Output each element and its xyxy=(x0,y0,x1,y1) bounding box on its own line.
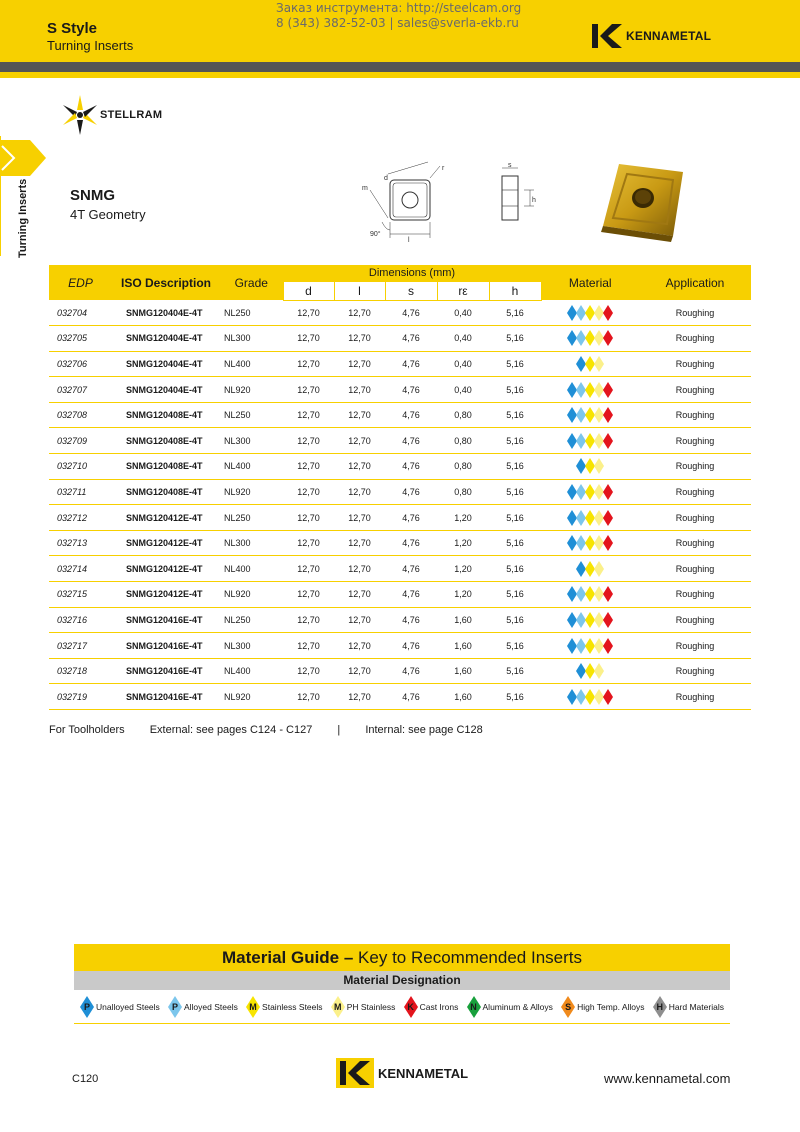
cell-s: 4,76 xyxy=(385,351,437,377)
material-designation-header: Material Designation xyxy=(74,971,730,990)
cell-iso: SNMG120412E-4T xyxy=(112,505,220,531)
material-letter: M xyxy=(249,1001,257,1012)
material-legend-item xyxy=(653,996,724,1018)
table-row xyxy=(49,454,751,480)
cell-s: 4,76 xyxy=(385,582,437,608)
cell-material xyxy=(541,377,639,403)
table-row xyxy=(49,633,751,659)
cell-s: 4,76 xyxy=(385,658,437,684)
cell-s: 4,76 xyxy=(385,377,437,403)
kennametal-k-icon xyxy=(592,24,622,48)
side-tab-label: Turning Inserts xyxy=(17,178,29,258)
cell-d: 12,70 xyxy=(283,582,334,608)
cell-grade: NL920 xyxy=(220,377,283,403)
cell-l: 12,70 xyxy=(334,658,385,684)
material-diamond-icon xyxy=(594,356,604,372)
cell-grade: NL920 xyxy=(220,582,283,608)
cell-l: 12,70 xyxy=(334,300,385,326)
cell-h: 5,16 xyxy=(489,684,541,710)
material-label: Hard Materials xyxy=(668,1001,724,1012)
cell-s: 4,76 xyxy=(385,556,437,582)
cell-iso: SNMG120404E-4T xyxy=(112,377,220,403)
footer-kennametal-text: KENNAMETAL xyxy=(378,1065,469,1081)
cell-h: 5,16 xyxy=(489,530,541,556)
cell-iso: SNMG120416E-4T xyxy=(112,607,220,633)
table-row xyxy=(49,428,751,454)
cell-edp: 032709 xyxy=(49,428,112,454)
col-header-edp: EDP xyxy=(49,265,112,300)
header-bar xyxy=(0,0,800,62)
cell-s: 4,76 xyxy=(385,505,437,531)
material-diamond-icon xyxy=(603,689,613,705)
cell-application: Roughing xyxy=(639,607,751,633)
material-diamond-icon xyxy=(603,305,613,321)
cell-h: 5,16 xyxy=(489,377,541,403)
material-letter: M xyxy=(333,1001,342,1012)
material-legend-item xyxy=(467,996,553,1018)
cell-edp: 032719 xyxy=(49,684,112,710)
cell-grade: NL250 xyxy=(220,505,283,531)
cell-s: 4,76 xyxy=(385,402,437,428)
material-letter: P xyxy=(171,1001,178,1012)
cell-material xyxy=(541,530,639,556)
material-legend-item xyxy=(404,996,459,1018)
cell-d: 12,70 xyxy=(283,479,334,505)
cell-edp: 032712 xyxy=(49,505,112,531)
cell-iso: SNMG120412E-4T xyxy=(112,530,220,556)
material-diamond-icon xyxy=(561,996,575,1018)
table-row xyxy=(49,300,751,326)
col-header-grade: Grade xyxy=(220,265,283,300)
col-header-s: s xyxy=(385,281,437,300)
cell-re: 1,60 xyxy=(437,658,489,684)
stellram-star-icon xyxy=(62,93,98,137)
cell-re: 1,20 xyxy=(437,582,489,608)
material-diamond-icon xyxy=(594,561,604,577)
footnote-external[interactable]: External: see pages C124 - C127 xyxy=(149,724,313,736)
cell-application: Roughing xyxy=(639,556,751,582)
cell-material xyxy=(541,633,639,659)
material-legend-item xyxy=(246,996,322,1018)
cell-grade: NL300 xyxy=(220,633,283,659)
cell-l: 12,70 xyxy=(334,556,385,582)
cell-d: 12,70 xyxy=(283,684,334,710)
material-diamond-icon xyxy=(594,458,604,474)
cell-re: 1,60 xyxy=(437,607,489,633)
diagram-label-l: l xyxy=(408,237,410,244)
table-row xyxy=(49,326,751,352)
cell-edp: 032707 xyxy=(49,377,112,403)
contact-info-line[interactable]: 8 (343) 382-52-03 | sales@sverla-ekb.ru xyxy=(276,16,519,30)
footnote-internal[interactable]: Internal: see page C128 xyxy=(365,724,483,736)
cell-s: 4,76 xyxy=(385,300,437,326)
insert-top-view-diagram xyxy=(358,160,448,244)
cell-re: 0,80 xyxy=(437,479,489,505)
order-info-line[interactable]: Заказ инструмента: http://steelcam.org xyxy=(276,1,522,15)
material-letter: H xyxy=(656,1001,663,1012)
cell-grade: NL400 xyxy=(220,658,283,684)
cell-h: 5,16 xyxy=(489,556,541,582)
cell-edp: 032705 xyxy=(49,326,112,352)
material-label: Alloyed Steels xyxy=(183,1001,238,1012)
cell-iso: SNMG120408E-4T xyxy=(112,402,220,428)
diagram-label-m: m xyxy=(362,185,368,192)
cell-grade: NL250 xyxy=(220,300,283,326)
cell-l: 12,70 xyxy=(334,684,385,710)
footer-kennametal-logo xyxy=(336,1058,468,1088)
cell-material xyxy=(541,402,639,428)
table-row xyxy=(49,402,751,428)
cell-re: 1,20 xyxy=(437,530,489,556)
cell-grade: NL250 xyxy=(220,607,283,633)
cell-application: Roughing xyxy=(639,633,751,659)
material-diamond-icon xyxy=(603,586,613,602)
material-legend-item xyxy=(331,996,396,1018)
stellram-logo-text: STELLRAM xyxy=(100,109,163,121)
table-row xyxy=(49,377,751,403)
material-legend-item xyxy=(561,996,644,1018)
cell-grade: NL300 xyxy=(220,326,283,352)
material-guide-title xyxy=(74,944,730,971)
cell-edp: 032706 xyxy=(49,351,112,377)
diagram-label-angle: 90° xyxy=(370,231,381,238)
material-letter: S xyxy=(565,1001,572,1012)
cell-application: Roughing xyxy=(639,428,751,454)
col-header-l: l xyxy=(334,281,385,300)
cell-h: 5,16 xyxy=(489,582,541,608)
material-diamond-icon xyxy=(594,663,604,679)
material-diamond-icon xyxy=(404,996,418,1018)
footer-kennametal-k-icon xyxy=(336,1058,374,1088)
material-diamond-icon xyxy=(168,996,182,1018)
cell-h: 5,16 xyxy=(489,402,541,428)
cell-d: 12,70 xyxy=(283,351,334,377)
cell-d: 12,70 xyxy=(283,300,334,326)
cell-application: Roughing xyxy=(639,479,751,505)
cell-l: 12,70 xyxy=(334,505,385,531)
cell-s: 4,76 xyxy=(385,479,437,505)
kennametal-logo-text: KENNAMETAL xyxy=(626,29,712,43)
cell-iso: SNMG120408E-4T xyxy=(112,454,220,480)
footnote-label: For Toolholders xyxy=(49,724,125,736)
cell-material xyxy=(541,428,639,454)
cell-edp: 032704 xyxy=(49,300,112,326)
col-header-h: h xyxy=(489,281,541,300)
cell-grade: NL400 xyxy=(220,351,283,377)
material-diamond-icon xyxy=(603,535,613,551)
table-row xyxy=(49,530,751,556)
table-row xyxy=(49,684,751,710)
footnote-separator: | xyxy=(337,724,341,736)
cell-re: 0,40 xyxy=(437,351,489,377)
cell-d: 12,70 xyxy=(283,633,334,659)
cell-material xyxy=(541,479,639,505)
cell-d: 12,70 xyxy=(283,326,334,352)
cell-h: 5,16 xyxy=(489,505,541,531)
cell-edp: 032714 xyxy=(49,556,112,582)
cell-application: Roughing xyxy=(639,530,751,556)
table-row xyxy=(49,351,751,377)
cell-edp: 032715 xyxy=(49,582,112,608)
material-legend xyxy=(74,990,730,1024)
material-label: Unalloyed Steels xyxy=(96,1001,160,1012)
material-diamond-icon xyxy=(603,382,613,398)
cell-re: 0,80 xyxy=(437,454,489,480)
cell-h: 5,16 xyxy=(489,658,541,684)
cell-material xyxy=(541,326,639,352)
material-diamond-icon xyxy=(603,638,613,654)
cell-application: Roughing xyxy=(639,351,751,377)
cell-re: 0,80 xyxy=(437,402,489,428)
cell-application: Roughing xyxy=(639,300,751,326)
cell-s: 4,76 xyxy=(385,428,437,454)
cell-re: 1,20 xyxy=(437,505,489,531)
cell-grade: NL920 xyxy=(220,479,283,505)
col-header-dimensions: Dimensions (mm) xyxy=(283,265,541,281)
cell-d: 12,70 xyxy=(283,454,334,480)
kennametal-logo xyxy=(592,22,711,50)
cell-d: 12,70 xyxy=(283,505,334,531)
material-diamond-icon xyxy=(246,996,260,1018)
diagram-label-d: d xyxy=(384,175,388,182)
material-diamond-icon xyxy=(653,996,667,1018)
material-diamond-icon xyxy=(603,510,613,526)
product-geometry: 4T Geometry xyxy=(70,207,146,222)
toolholder-footnote xyxy=(49,724,505,736)
cell-s: 4,76 xyxy=(385,607,437,633)
cell-d: 12,70 xyxy=(283,556,334,582)
cell-d: 12,70 xyxy=(283,377,334,403)
material-diamond-icon xyxy=(603,330,613,346)
col-header-application: Application xyxy=(639,265,751,300)
cell-application: Roughing xyxy=(639,377,751,403)
cell-h: 5,16 xyxy=(489,607,541,633)
material-legend-item xyxy=(168,996,238,1018)
insert-side-view-diagram xyxy=(494,160,548,224)
table-row xyxy=(49,479,751,505)
cell-grade: NL300 xyxy=(220,428,283,454)
material-guide-title-rest: Key to Recommended Inserts xyxy=(353,948,582,967)
material-label: PH Stainless xyxy=(346,1001,396,1012)
cell-l: 12,70 xyxy=(334,607,385,633)
cell-d: 12,70 xyxy=(283,530,334,556)
cell-material xyxy=(541,607,639,633)
cell-s: 4,76 xyxy=(385,454,437,480)
cell-application: Roughing xyxy=(639,658,751,684)
cell-material xyxy=(541,658,639,684)
cell-grade: NL250 xyxy=(220,402,283,428)
diagram-label-h: h xyxy=(532,197,536,204)
cell-edp: 032718 xyxy=(49,658,112,684)
product-code: SNMG xyxy=(70,187,115,204)
cell-h: 5,16 xyxy=(489,326,541,352)
cell-h: 5,16 xyxy=(489,428,541,454)
cell-iso: SNMG120408E-4T xyxy=(112,479,220,505)
cell-l: 12,70 xyxy=(334,351,385,377)
material-letter: N xyxy=(470,1001,477,1012)
material-diamond-icon xyxy=(603,612,613,628)
cell-re: 0,40 xyxy=(437,326,489,352)
cell-iso: SNMG120416E-4T xyxy=(112,684,220,710)
material-guide-title-bold: Material Guide – xyxy=(222,948,354,967)
cell-iso: SNMG120416E-4T xyxy=(112,633,220,659)
cell-application: Roughing xyxy=(639,505,751,531)
cell-iso: SNMG120404E-4T xyxy=(112,351,220,377)
cell-l: 12,70 xyxy=(334,633,385,659)
material-label: Aluminum & Alloys xyxy=(482,1001,553,1012)
cell-iso: SNMG120416E-4T xyxy=(112,658,220,684)
cell-application: Roughing xyxy=(639,402,751,428)
table-row xyxy=(49,556,751,582)
cell-edp: 032708 xyxy=(49,402,112,428)
col-header-re: rε xyxy=(437,281,489,300)
table-row xyxy=(49,505,751,531)
material-letter: K xyxy=(407,1001,414,1012)
cell-grade: NL400 xyxy=(220,454,283,480)
cell-s: 4,76 xyxy=(385,530,437,556)
cell-material xyxy=(541,300,639,326)
cell-iso: SNMG120404E-4T xyxy=(112,326,220,352)
cell-material xyxy=(541,582,639,608)
header-stripe-gray xyxy=(0,62,800,72)
inserts-table xyxy=(49,265,751,710)
cell-h: 5,16 xyxy=(489,633,541,659)
side-tab-arrow-icon xyxy=(0,140,48,176)
cell-re: 1,60 xyxy=(437,633,489,659)
cell-material xyxy=(541,556,639,582)
inserts-table-body xyxy=(49,300,751,710)
cell-l: 12,70 xyxy=(334,530,385,556)
material-diamond-icon xyxy=(603,433,613,449)
cell-l: 12,70 xyxy=(334,582,385,608)
cell-grade: NL400 xyxy=(220,556,283,582)
material-diamond-icon xyxy=(603,484,613,500)
material-label: Cast Irons xyxy=(419,1001,459,1012)
cell-iso: SNMG120408E-4T xyxy=(112,428,220,454)
diagram-label-r: r xyxy=(442,165,445,172)
cell-iso: SNMG120412E-4T xyxy=(112,556,220,582)
material-diamond-icon xyxy=(331,996,345,1018)
cell-re: 0,80 xyxy=(437,428,489,454)
cell-d: 12,70 xyxy=(283,402,334,428)
table-row xyxy=(49,582,751,608)
cell-material xyxy=(541,505,639,531)
cell-h: 5,16 xyxy=(489,300,541,326)
material-legend-item xyxy=(80,996,160,1018)
col-header-d: d xyxy=(283,281,334,300)
cell-re: 1,60 xyxy=(437,684,489,710)
material-label: Stainless Steels xyxy=(262,1001,323,1012)
cell-material xyxy=(541,454,639,480)
section-title: S Style xyxy=(47,20,98,37)
material-letter: P xyxy=(83,1001,90,1012)
cell-application: Roughing xyxy=(639,582,751,608)
cell-edp: 032713 xyxy=(49,530,112,556)
cell-l: 12,70 xyxy=(334,377,385,403)
material-diamond-icon xyxy=(603,407,613,423)
page-number: C120 xyxy=(72,1073,99,1085)
cell-l: 12,70 xyxy=(334,326,385,352)
insert-product-image xyxy=(597,160,687,244)
cell-edp: 032711 xyxy=(49,479,112,505)
material-diamond-icon xyxy=(467,996,481,1018)
cell-material xyxy=(541,684,639,710)
cell-application: Roughing xyxy=(639,684,751,710)
header-stripe-yellow xyxy=(0,72,800,78)
website-link[interactable]: www.kennametal.com xyxy=(604,1071,731,1086)
cell-h: 5,16 xyxy=(489,454,541,480)
table-row xyxy=(49,658,751,684)
col-header-material: Material xyxy=(541,265,639,300)
stellram-logo xyxy=(62,93,162,137)
cell-s: 4,76 xyxy=(385,633,437,659)
cell-re: 0,40 xyxy=(437,300,489,326)
cell-s: 4,76 xyxy=(385,684,437,710)
material-guide xyxy=(74,944,730,1024)
cell-l: 12,70 xyxy=(334,428,385,454)
cell-material xyxy=(541,351,639,377)
cell-l: 12,70 xyxy=(334,402,385,428)
cell-re: 0,40 xyxy=(437,377,489,403)
cell-iso: SNMG120412E-4T xyxy=(112,582,220,608)
diagram-label-s: s xyxy=(508,162,512,169)
section-subtitle: Turning Inserts xyxy=(47,38,134,53)
cell-s: 4,76 xyxy=(385,326,437,352)
cell-application: Roughing xyxy=(639,326,751,352)
material-label: High Temp. Alloys xyxy=(577,1001,645,1012)
cell-h: 5,16 xyxy=(489,479,541,505)
cell-edp: 032716 xyxy=(49,607,112,633)
cell-grade: NL920 xyxy=(220,684,283,710)
cell-h: 5,16 xyxy=(489,351,541,377)
cell-edp: 032717 xyxy=(49,633,112,659)
cell-l: 12,70 xyxy=(334,479,385,505)
cell-l: 12,70 xyxy=(334,454,385,480)
cell-application: Roughing xyxy=(639,454,751,480)
cell-d: 12,70 xyxy=(283,658,334,684)
table-row xyxy=(49,607,751,633)
cell-d: 12,70 xyxy=(283,428,334,454)
cell-re: 1,20 xyxy=(437,556,489,582)
col-header-iso: ISO Description xyxy=(112,265,220,300)
cell-d: 12,70 xyxy=(283,607,334,633)
cell-grade: NL300 xyxy=(220,530,283,556)
cell-edp: 032710 xyxy=(49,454,112,480)
material-diamond-icon xyxy=(80,996,94,1018)
cell-iso: SNMG120404E-4T xyxy=(112,300,220,326)
